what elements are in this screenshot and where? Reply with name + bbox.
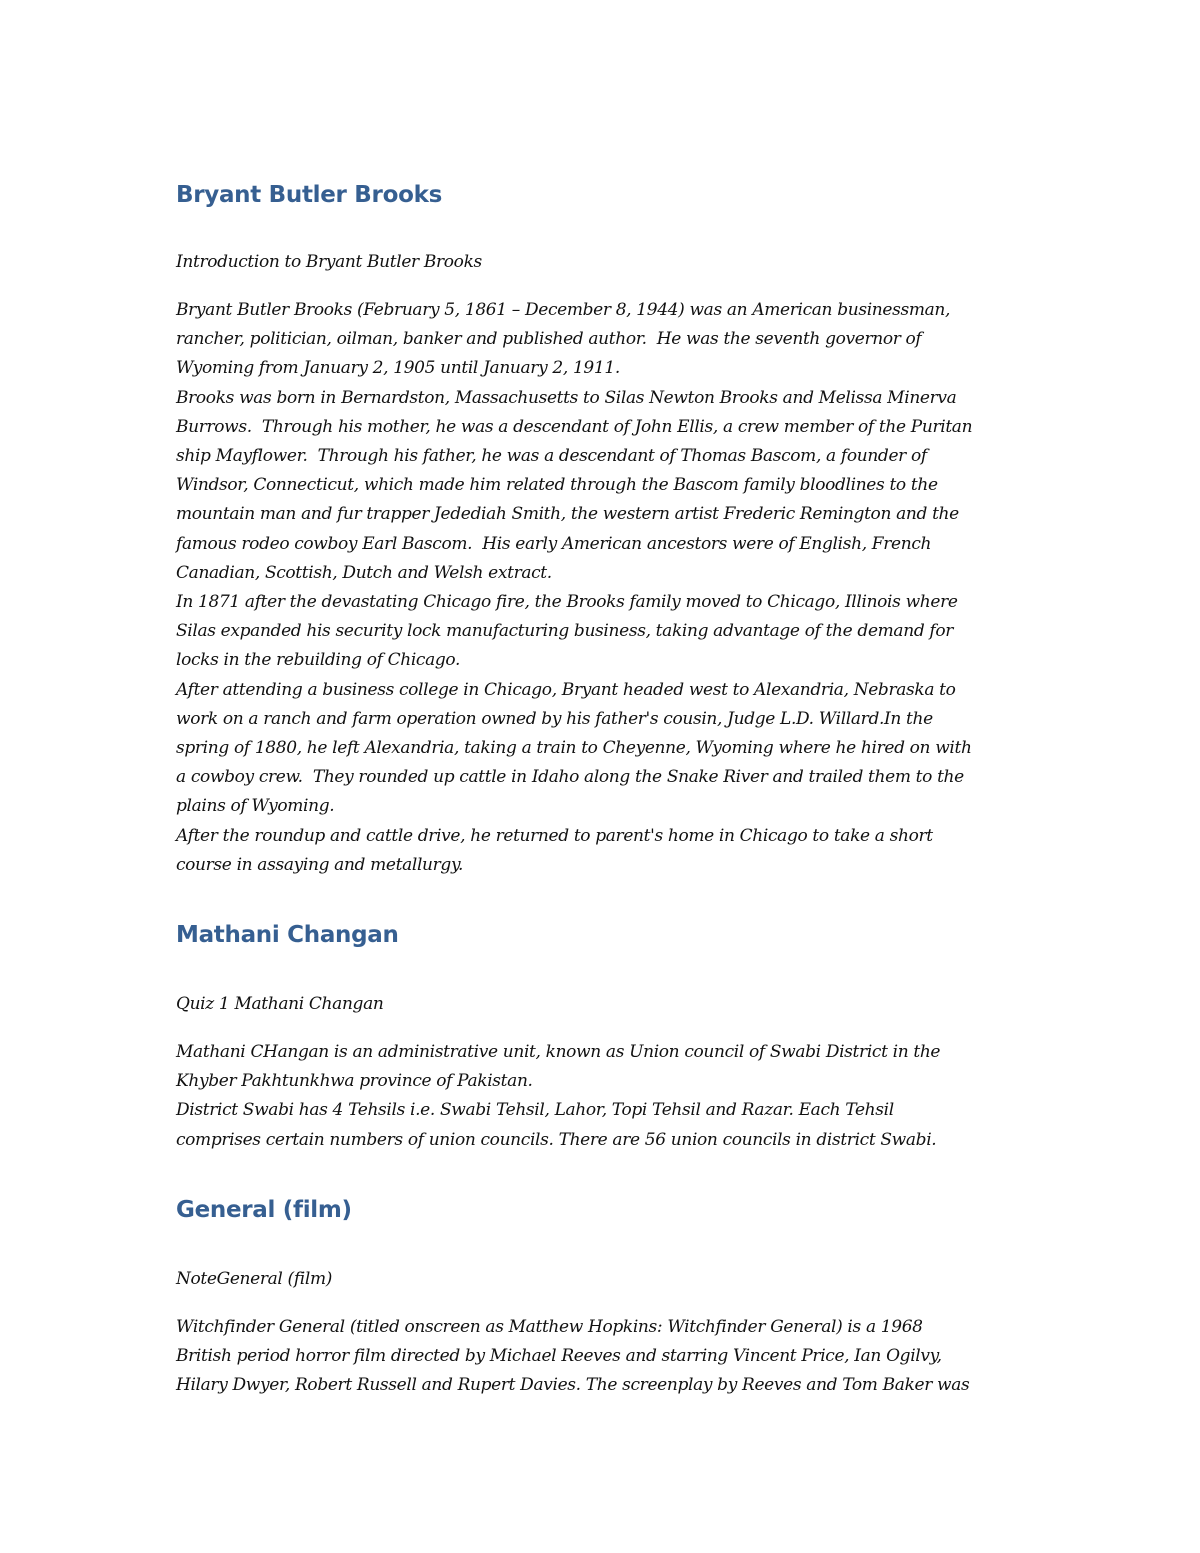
body-line: Wyoming from January 2, 1905 until January 2, 1911.	[176, 358, 620, 379]
body-line: District Swabi has 4 Tehsils i.e. Swabi Tehsil, Lahor, Topi Tehsil and Razar. Each Tehsil	[176, 1100, 894, 1121]
section-heading: General (film)	[176, 1196, 352, 1223]
body-line: Khyber Pakhtunkhwa province of Pakistan.	[176, 1071, 533, 1092]
section-heading: Mathani Changan	[176, 922, 399, 949]
body-line: famous rodeo cowboy Earl Bascom. His early American ancestors were of English, French	[176, 533, 932, 554]
body-line: ship Mayflower. Through his father, he was a descendant of Thomas Bascom, a founder of	[176, 446, 927, 467]
body-line: spring of 1880, he left Alexandria, taking a train to Cheyenne, Wyoming where he hired on with	[176, 738, 972, 759]
document-content	[176, 178, 1056, 1400]
body-line: Hilary Dwyer, Robert Russell and Rupert Davies. The screenplay by Reeves and Tom Baker was	[176, 1375, 970, 1396]
section-subtitle: NoteGeneral (film)	[176, 1268, 333, 1289]
body-line: Silas expanded his security lock manufacturing business, taking advantage of the demand for	[176, 621, 954, 642]
body-line: Canadian, Scottish, Dutch and Welsh extract.	[176, 562, 552, 583]
section-subtitle: Quiz 1 Mathani Changan	[176, 994, 384, 1015]
body-line: Bryant Butler Brooks (February 5, 1861 – December 8, 1944) was an American businessman,	[176, 300, 951, 320]
body-line: plains of Wyoming.	[176, 796, 335, 817]
section-body	[176, 296, 1056, 880]
body-line: Witchfinder General (titled onscreen as Matthew Hopkins: Witchfinder General) is a 1968	[176, 1316, 923, 1337]
body-line: work on a ranch and farm operation owned by his father's cousin, Judge L.D. Willard.In the	[176, 708, 933, 729]
section-subtitle: Introduction to Bryant Butler Brooks	[176, 252, 482, 272]
body-line: comprises certain numbers of union councils. There are 56 union councils in district Swabi.	[176, 1129, 937, 1150]
section-body	[176, 1038, 1056, 1155]
body-line: Mathani CHangan is an administrative unit, known as Union council of Swabi District in the	[176, 1042, 941, 1063]
body-line: British period horror film directed by Michael Reeves and starring Vincent Price, Ian Ogilvy,	[176, 1346, 942, 1367]
body-line: Burrows. Through his mother, he was a descendant of John Ellis, a crew member of the Puritan	[176, 416, 973, 437]
body-line: Windsor, Connecticut, which made him related through the Bascom family bloodlines to the	[176, 475, 938, 496]
body-line: rancher, politician, oilman, banker and published author. He was the seventh governor of	[176, 329, 922, 350]
body-line: mountain man and fur trapper Jedediah Smith, the western artist Frederic Remington and the	[176, 504, 959, 525]
body-line: After attending a business college in Chicago, Bryant headed west to Alexandria, Nebraska to	[176, 679, 956, 700]
section-heading: Bryant Butler Brooks	[176, 182, 442, 208]
body-line: locks in the rebuilding of Chicago.	[176, 650, 461, 671]
section-body	[176, 1313, 1056, 1401]
body-line: Brooks was born in Bernardston, Massachusetts to Silas Newton Brooks and Melissa Minerva	[176, 387, 957, 408]
body-line: In 1871 after the devastating Chicago fire, the Brooks family moved to Chicago, Illinois where	[176, 592, 958, 613]
body-line: a cowboy crew. They rounded up cattle in Idaho along the Snake River and trailed them to the	[176, 767, 964, 788]
body-line: After the roundup and cattle drive, he returned to parent's home in Chicago to take a short	[176, 825, 933, 846]
body-line: course in assaying and metallurgy.	[176, 854, 464, 875]
